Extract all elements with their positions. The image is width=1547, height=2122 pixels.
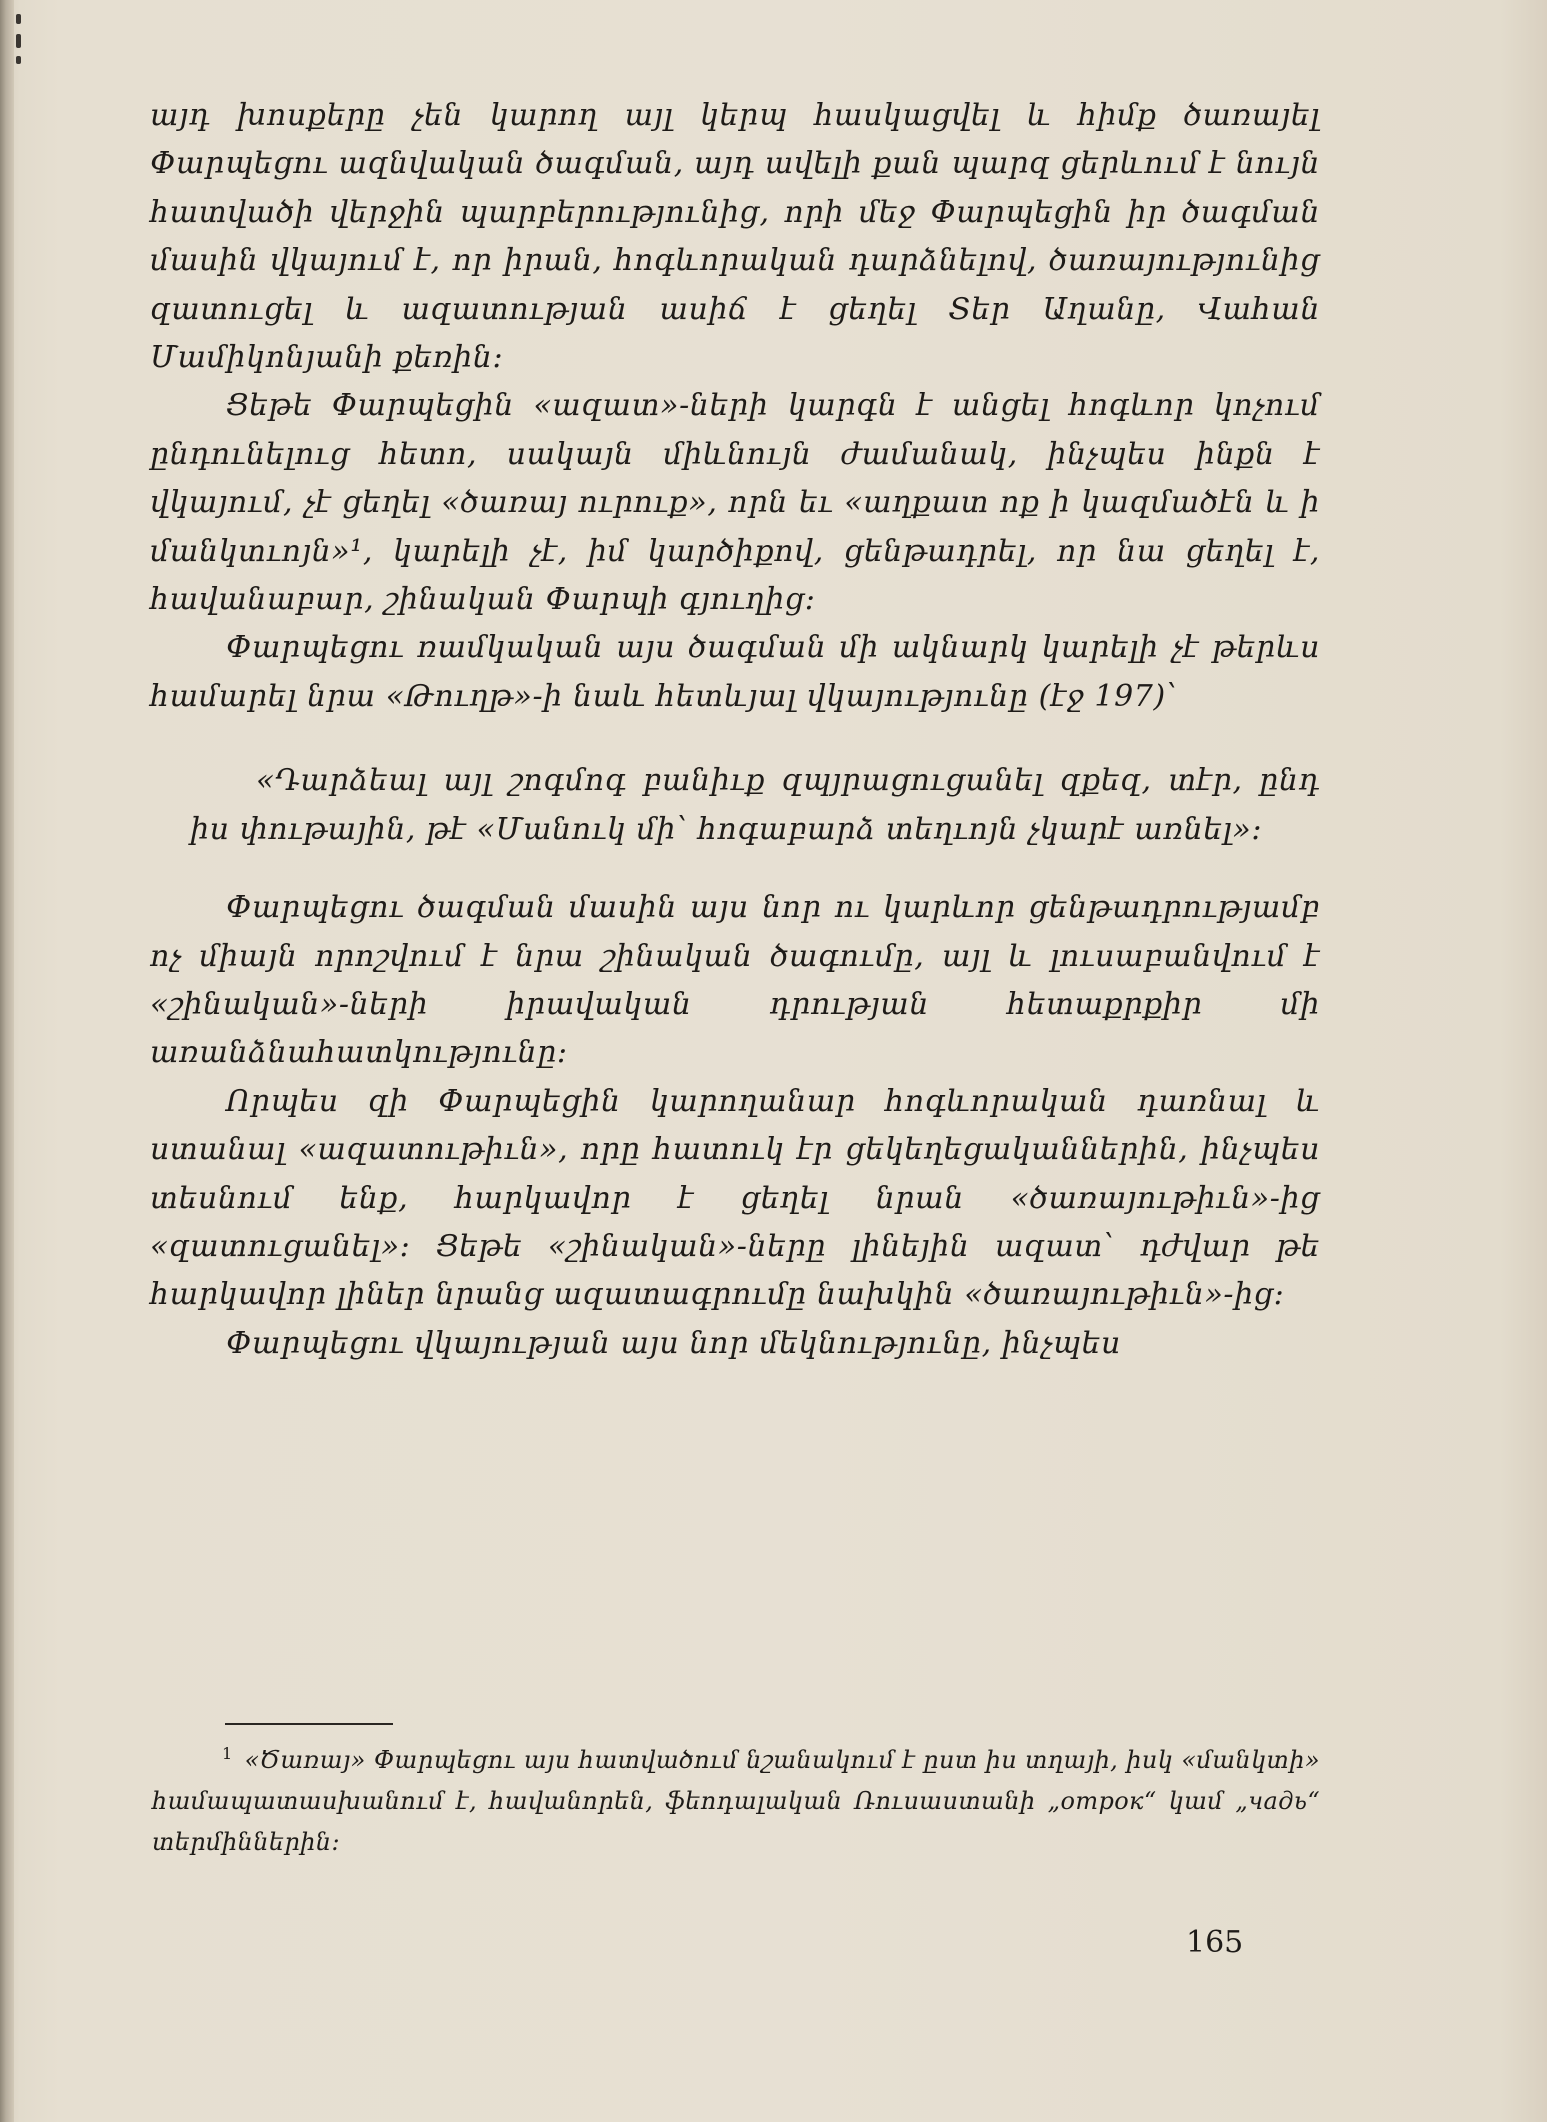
- main-text: [150, 92, 1320, 1368]
- binding-mark-lower: [16, 56, 21, 64]
- block-quote: «Դարձեալ այլ շոգմոգ բանիւք զպյրացուցանել զքեզ, տէր, ընդ իս փութային, թէ «Մանուկ մի՝ հոգաբարձ տեղւոյն չկարէ առնել»։: [190, 763, 1320, 847]
- footnote-marker: 1: [222, 1744, 233, 1763]
- binding-mark-top: [16, 14, 21, 24]
- paragraph-2: Ցեթե Փարպեցին «ազատ»-ների կարգն է անցել հոգևոր կոչում ընդունելուց հետո, սակայն միևնույն ժամանակ, ինչպես ինքն է վկայում, չէ ցեղել «ծառայ ուրուք», որն եւ «աղքատ ոք ի կազմածէն և ի մանկտւոյն»¹, կարելի չէ, իմ կարծիքով, ցենթադրել, որ նա ցեղել է, հավանաբար, շինական Փարպի գյուղից։: [150, 388, 1320, 618]
- footnote-divider: [225, 1723, 393, 1725]
- paragraph-1: այդ խոսքերը չեն կարող այլ կերպ հասկացվել և հիմք ծառայել Փարպեցու ազնվական ծագման, այդ ավելի քան պարզ ցերևում է նույն հատվածի վերջին պարբերությունից, որի մեջ Փարպեցին իր ծագման մասին վկայում է, որ իրան, հոգևորական դարձնելով, ծառայությունից զատուցել և ազատության ասիճ է ցեղել Տեր Աղանը, Վահան Մամիկոնյանի քեռին։: [150, 98, 1320, 376]
- footnote: [152, 1733, 1320, 1863]
- paragraph-5: Որպես զի Փարպեցին կարողանար հոգևորական դառնալ և ստանալ «ազատութիւն», որը հատուկ էր ցեկեղեցականներին, ինչպես տեսնում ենք, հարկավոր է ցեղել նրան «ծառայութիւն»-ից «զատուցանել»։ Ցեթե «շինական»-ները լինեյին ազատ՝ դժվար թե հարկավոր լիներ նրանց ազատագրումը նախկին «ծառայութիւն»-ից։: [150, 1083, 1320, 1313]
- book-spine-shadow: [0, 0, 14, 2122]
- page-number: 165: [1186, 1925, 1244, 1960]
- paragraph-4: Փարպեցու ծագման մասին այս նոր ու կարևոր ցենթադրությամբ ոչ միայն որոշվում է նրա շինական ծագումը, այլ և լուսաբանվում է «շինական»-ների իրավական դրության հետաքրքիր մի առանձնահատկությունը։: [150, 890, 1320, 1071]
- paragraph-3: Փարպեցու ռամկական այս ծագման մի ակնարկ կարելի չէ թերևս համարել նրա «Թուղթ»-ի նաև հետևյալ վկայությունը (էջ 197)՝: [150, 630, 1320, 714]
- binding-mark-middle: [16, 34, 21, 48]
- footnote-text: «Ծառայ» Փարպեցու այս հատվածում նշանակում է ըստ իս տղայի, իսկ «մանկտի» համապատասխանում է, հավանորեն, ֆեոդալական Ռուսաստանի „отрок“ կամ „чадь“ տերմիններին։: [152, 1746, 1320, 1856]
- paragraph-6: Փարպեցու վկայության այս նոր մեկնությունը, ինչպես: [226, 1325, 1121, 1361]
